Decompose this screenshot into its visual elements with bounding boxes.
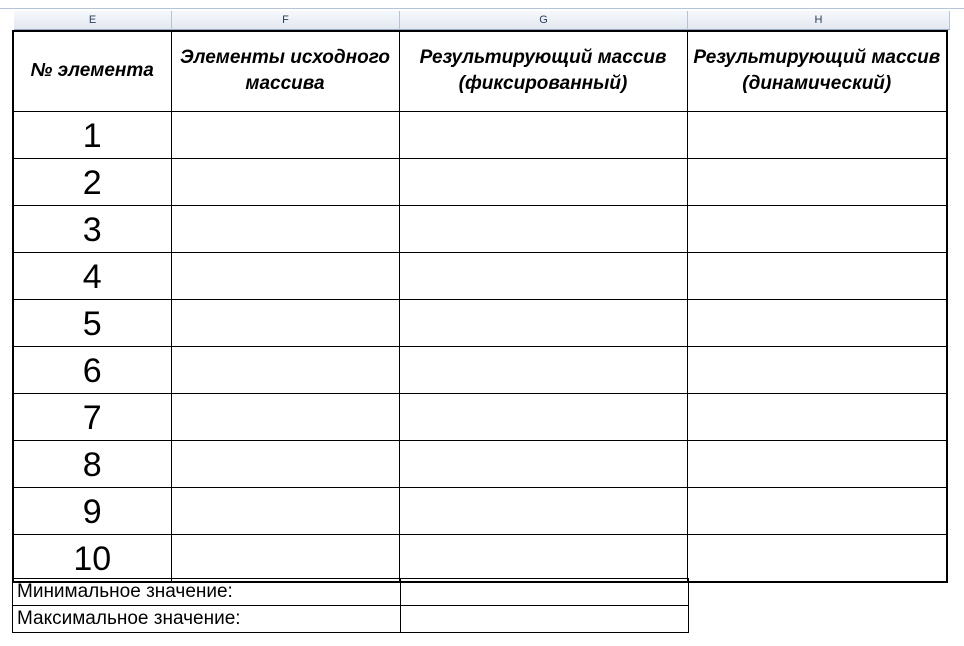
- table-row: [13, 487, 947, 534]
- header-element-number[interactable]: № элемента: [13, 31, 171, 111]
- cell-source-value[interactable]: [171, 111, 399, 158]
- cell-source-value[interactable]: [171, 299, 399, 346]
- max-value-cell[interactable]: [401, 606, 689, 633]
- summary-row-min: [13, 579, 689, 606]
- cell-fixed-value[interactable]: [399, 111, 687, 158]
- table-header-row: [13, 31, 947, 111]
- cell-fixed-value[interactable]: [399, 440, 687, 487]
- cell-source-value[interactable]: [171, 393, 399, 440]
- table-row: [13, 299, 947, 346]
- cell-element-number[interactable]: 6: [13, 346, 171, 393]
- summary-table: [12, 578, 689, 633]
- cell-source-value[interactable]: [171, 487, 399, 534]
- cell-dynamic-value[interactable]: [687, 346, 947, 393]
- cell-fixed-value[interactable]: [399, 346, 687, 393]
- cell-source-value[interactable]: [171, 252, 399, 299]
- column-header-e[interactable]: E: [14, 11, 172, 30]
- table-row: [13, 252, 947, 299]
- cell-fixed-value[interactable]: [399, 205, 687, 252]
- table-row: [13, 534, 947, 582]
- table-row: [13, 205, 947, 252]
- table-row: [13, 440, 947, 487]
- cell-element-number[interactable]: 8: [13, 440, 171, 487]
- cell-source-value[interactable]: [171, 440, 399, 487]
- cell-element-number[interactable]: 4: [13, 252, 171, 299]
- cell-dynamic-value[interactable]: [687, 252, 947, 299]
- min-value-cell[interactable]: [401, 579, 689, 606]
- column-header-h[interactable]: H: [688, 11, 950, 30]
- cell-source-value[interactable]: [171, 534, 399, 582]
- cell-source-value[interactable]: [171, 158, 399, 205]
- header-dynamic-result-array[interactable]: Результирующий массив (динамический): [687, 31, 947, 111]
- cell-source-value[interactable]: [171, 346, 399, 393]
- cell-fixed-value[interactable]: [399, 393, 687, 440]
- table-row: [13, 346, 947, 393]
- cell-dynamic-value[interactable]: [687, 393, 947, 440]
- cell-fixed-value[interactable]: [399, 534, 687, 582]
- cell-source-value[interactable]: [171, 205, 399, 252]
- data-table: [12, 30, 948, 583]
- column-header-bar: [0, 0, 964, 30]
- cell-fixed-value[interactable]: [399, 158, 687, 205]
- cell-element-number[interactable]: 9: [13, 487, 171, 534]
- cell-dynamic-value[interactable]: [687, 487, 947, 534]
- column-header-f[interactable]: F: [172, 11, 400, 30]
- cell-dynamic-value[interactable]: [687, 205, 947, 252]
- cell-dynamic-value[interactable]: [687, 534, 947, 582]
- cell-fixed-value[interactable]: [399, 299, 687, 346]
- table-row: [13, 111, 947, 158]
- cell-dynamic-value[interactable]: [687, 111, 947, 158]
- cell-element-number[interactable]: 5: [13, 299, 171, 346]
- header-source-array[interactable]: Элементы исходного массива: [171, 31, 399, 111]
- max-value-label[interactable]: Максимальное значение:: [13, 606, 401, 633]
- cell-element-number[interactable]: 7: [13, 393, 171, 440]
- cell-element-number[interactable]: 3: [13, 205, 171, 252]
- cell-element-number[interactable]: 10: [13, 534, 171, 582]
- cell-element-number[interactable]: 1: [13, 111, 171, 158]
- cell-element-number[interactable]: 2: [13, 158, 171, 205]
- cell-dynamic-value[interactable]: [687, 299, 947, 346]
- cell-dynamic-value[interactable]: [687, 440, 947, 487]
- cell-fixed-value[interactable]: [399, 487, 687, 534]
- column-header-g[interactable]: G: [400, 11, 688, 30]
- table-row: [13, 158, 947, 205]
- cell-dynamic-value[interactable]: [687, 158, 947, 205]
- summary-row-max: [13, 606, 689, 633]
- table-row: [13, 393, 947, 440]
- formula-bar-divider: [0, 8, 964, 9]
- min-value-label[interactable]: Минимальное значение:: [13, 579, 401, 606]
- cell-fixed-value[interactable]: [399, 252, 687, 299]
- header-fixed-result-array[interactable]: Результирующий массив (фиксированный): [399, 31, 687, 111]
